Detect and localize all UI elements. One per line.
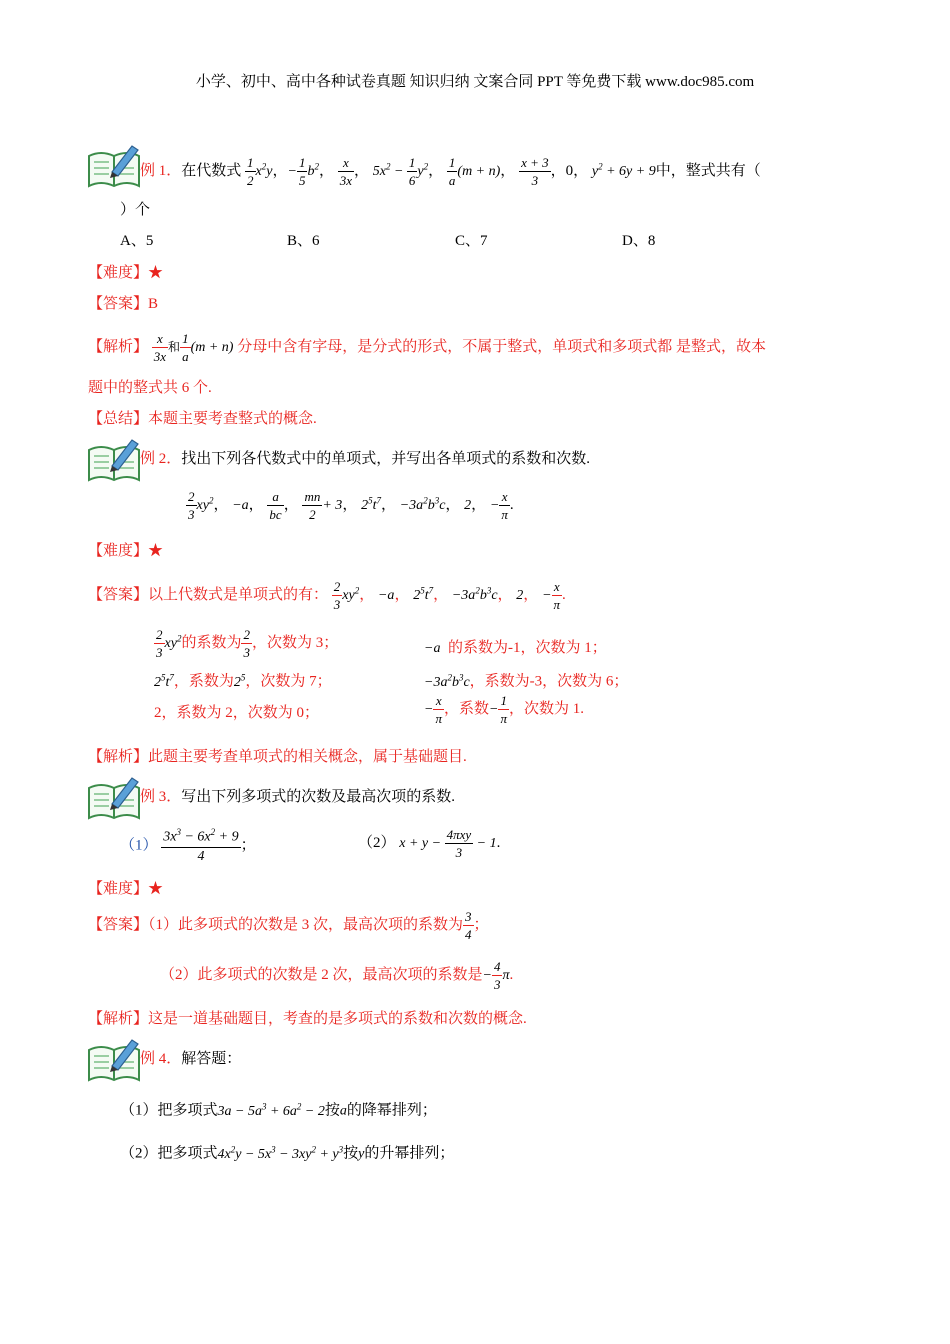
example-2-analysis: 【解析】此题主要考查单项式的相关概念，属于基础题目. [88,749,467,765]
answer-row-1-right: −a 的系数为-1，次数为 1； [424,640,607,656]
example-3-part-2: （2） x + y − $\frac{\text{4πxy}}{3}$ − 1. [358,827,501,860]
answer-row-3-left: 2，系数为 2，次数为 0； [154,705,320,721]
book-pencil-icon [86,436,142,482]
option-b: B、6 [287,233,320,249]
answer-row-3-right: − $\frac{x}{\pi}$ ，系数− $\frac{1}{\pi}$ ，次数为 1. [424,693,584,726]
example-4-part-2: （2）把多项式$4x^2y - 5x^3 - 3xy^2 + y^3$按y的升幂排列； [120,1144,455,1162]
book-pencil-icon [86,774,142,820]
example-3-difficulty: 【难度】★ [88,881,164,897]
book-pencil-icon [86,142,142,188]
example-3-analysis: 【解析】这是一道基础题目，考查的是多项式的系数和次数的概念. [88,1011,527,1027]
answer-row-2-right: $-3a^2b^3c$，系数为-3，次数为 6； [424,672,629,690]
difficulty-star: ★ [148,265,164,281]
example-4-question: 例 4．解答题： [140,1051,242,1067]
example-3-question: 例 3．写出下列多项式的次数及最高次项的系数. [140,789,456,805]
example-1-summary: 【总结】本题主要考查整式的概念. [88,411,317,427]
example-2-difficulty: 【难度】★ [88,543,164,559]
example-1-question-cont: ）个 [120,202,151,218]
answer-row-1-left: $\frac{2}{3}$ $xy^2$的系数为 $\frac{2}{3}$ ，次数为 3； [156,627,339,660]
option-c: C、7 [455,233,488,249]
example-1-question: 例 1．在代数式 $\frac{1}{2}$ $x^2y$，− $\frac{1}{5}$ $b^2$， $\frac{x}{3x}$ ， $5x^2$ − $\frac{1}{6}$ $y^2$， $\frac{1}{a}$ (m + n)， $\frac{x + 3}{3}$ ，0， $y^2 + 6y + 9$中，整式共有（ [140,155,761,188]
example-2-answer: 【答案】以上代数式是单项式的有： $\frac{2}{3}$ $xy^2$， −a， $2^5t^7$， $-3a^2b^3c$， 2， − $\frac{x}{\pi}$ . [88,579,566,612]
example-1-analysis-cont: 题中的整式共 6 个. [88,380,212,396]
example-1-difficulty: 【难度】★ [88,265,164,281]
answer-row-2-left: $2^5t^7$，系数为$2^5$，次数为 7； [154,672,332,690]
option-d: D、8 [622,233,656,249]
example-2-question: 例 2．找出下列各代数式中的单项式，并写出各单项式的系数和次数. [140,451,591,467]
page-header: 小学、初中、高中各种试卷真题 知识归纳 文案合同 PPT 等免费下载 www.doc985.com [195,74,755,90]
example-1-answer: 【答案】B [88,296,159,312]
difficulty-star: ★ [148,881,164,897]
example-3-answer-1: 【答案】（1）此多项式的次数是 3 次，最高次项的系数为 $\frac{3}{4}$ ； [88,909,489,942]
example-1-analysis: 【解析】 $\frac{x}{3x}$ 和 $\frac{1}{a}$ (m + n) 分母中含有字母，是分式的形式，不属于整式，单项式和多项式都 是整式，故本 [88,331,766,364]
example-3-answer-2: （2）此多项式的次数是 2 次，最高次项的系数是− $\frac{4}{3}$ π. [160,959,514,992]
example-3-part-1: （1） $\frac{3x^3 - 6x^2 + 9}{4}$ ； [120,827,256,864]
difficulty-star: ★ [148,543,164,559]
example-2-expressions: $\frac{2}{3}$ $xy^2$， −a， $\frac{a}{bc}$ ， $\frac{mn}{2}$ + 3， $2^5t^7$， $-3a^2b^3c$， 2， − $\frac{x}{\pi}$ . [188,489,514,522]
book-pencil-icon [86,1036,142,1082]
option-a: A、5 [120,233,154,249]
example-4-part-1: （1）把多项式$3a - 5a^3 + 6a^2 - 2$按a的降幂排列； [120,1101,437,1119]
